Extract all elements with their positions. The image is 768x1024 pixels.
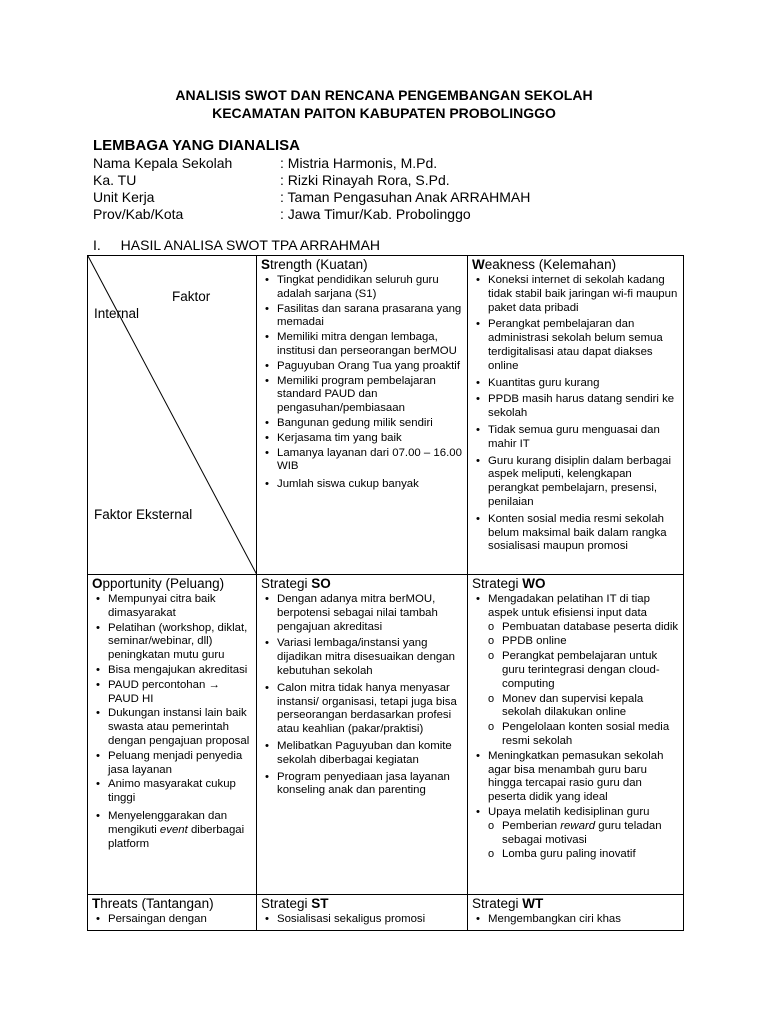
opportunity-list [92, 593, 252, 851]
swot-row-threats [88, 895, 684, 931]
wo-list [472, 593, 679, 862]
info-value: : Rizki Rinayah Rora, S.Pd. [280, 172, 450, 188]
swot-table [87, 255, 684, 931]
list-item: • Mengembangkan ciri khas [488, 913, 679, 927]
corner-internal: Internal [94, 306, 140, 321]
list-item: • PPDB masih harus datang sendiri ke sekolah [488, 393, 679, 421]
strength-cell [257, 256, 468, 575]
doc-title-line1: ANALISIS SWOT DAN RENCANA PENGEMBANGAN SEKOLAH [175, 87, 593, 103]
list-item: • Peluang menjadi penyedia jasa layanan [108, 750, 252, 778]
corner-eksternal: Faktor Eksternal [94, 507, 193, 522]
st-header: Strategi ST [261, 896, 329, 911]
list-item: • Fasilitas dan sarana prasarana yang memadai [277, 303, 463, 331]
list-item: • Persaingan dengan [108, 913, 252, 927]
weakness-header [472, 256, 679, 273]
strength-header [261, 256, 463, 273]
list-item: • Koneksi internet di sekolah kadang tidak stabil baik jaringan wi-fi maupun paket data pribadi [488, 274, 679, 315]
opportunity-header [92, 575, 252, 592]
list-item: • Guru kurang disiplin dalam berbagai aspek meliputi, kelengkapan perangkat pembelajarn, presensi, penilaian [488, 455, 679, 510]
list-item: • Calon mitra tidak hanya menyasar instansi/ organisasi, tetapi juga bisa perseorangan berdasarkan profesi atau keahlian (pakar/praktisi) [277, 682, 463, 737]
info-value: : Jawa Timur/Kab. Probolinggo [280, 206, 471, 222]
strength-title: trength (Kuatan) [270, 257, 368, 272]
sub-list-item: o Monev dan supervisi kepala sekolah dilakukan online [502, 693, 679, 721]
list-item: • Mempunyai citra baik dimasyarakat [108, 593, 252, 621]
list-item: • Meningkatkan pemasukan sekolah agar bisa menambah guru baru hingga tercapai rasio guru dan peserta didik yang ideal [488, 750, 679, 805]
sub-list-item: o Pemberian reward guru teladan sebagai motivasi [502, 820, 679, 848]
sub-list-item: o Pengelolaan konten sosial media resmi sekolah [502, 721, 679, 749]
weakness-list [472, 274, 679, 554]
list-item: • Kerjasama tim yang baik [277, 432, 463, 446]
threats-cell [88, 895, 257, 931]
so-cell [257, 575, 468, 895]
strength-list [261, 274, 463, 492]
swot-row-internal [88, 256, 684, 575]
info-value: : Taman Pengasuhan Anak ARRAHMAH [280, 189, 531, 205]
wo-sublist-3 [488, 820, 679, 862]
list-item: • Memiliki program pembelajaran standard PAUD dan pengasuhan/pembiasaan [277, 375, 463, 416]
sub-list-item: o Lomba guru paling inovatif [502, 848, 679, 862]
wo-sublist-1 [488, 621, 679, 749]
wo-cell [468, 575, 684, 895]
list-item: • Paguyuban Orang Tua yang proaktif [277, 360, 463, 374]
so-header: Strategi SO [261, 576, 331, 591]
strength-initial: S [261, 257, 271, 272]
list-item: • Jumlah siswa cukup banyak [277, 478, 463, 492]
info-label: Unit Kerja [93, 189, 155, 205]
section-title: HASIL ANALISA SWOT TPA ARRAHMAH [120, 237, 381, 253]
list-item: • Memiliki mitra dengan lembaga, institusi dan perseorangan berMOU [277, 331, 463, 359]
list-item: • Perangkat pembelajaran dan administrasi sekolah belum semua terdigitalisasi atau dapat diakses online [488, 318, 679, 373]
sub-list-item: o Perangkat pembelajaran untuk guru terintegrasi dengan cloud-computing [502, 650, 679, 691]
doc-title-line2: KECAMATAN PAITON KABUPATEN PROBOLINGGO [212, 105, 556, 121]
list-item: • Dukungan instansi lain baik swasta atau pemerintah dengan pengajuan proposal [108, 707, 252, 748]
wt-cell [468, 895, 684, 931]
list-item: • Lamanya layanan dari 07.00 – 16.00 WIB [277, 447, 463, 475]
list-item: • Sosialisasi sekaligus promosi [277, 913, 463, 927]
list-item: • Upaya melatih kedisiplinan guru o Pemberian reward guru teladan sebagai motivasi o Lomba guru paling inovatif [488, 806, 679, 862]
threats-header: Threats (Tantangan) [92, 896, 214, 911]
so-list [261, 593, 463, 798]
wo-header: Strategi WO [472, 576, 546, 591]
list-item: • Bisa mengajukan akreditasi [108, 664, 252, 678]
wt-header: Strategi WT [472, 896, 544, 911]
list-item: • Menyelenggarakan dan mengikuti event diberbagai platform [108, 810, 252, 851]
list-item: • Variasi lembaga/instansi yang dijadikan mitra disesuaikan dengan kebutuhan sekolah [277, 637, 463, 678]
list-item: • Program penyediaan jasa layanan konseling anak dan parenting [277, 771, 463, 799]
section-number: I. [93, 237, 101, 253]
list-item: • Kuantitas guru kurang [488, 377, 679, 391]
opportunity-cell [88, 575, 257, 895]
st-cell [257, 895, 468, 931]
corner-faktor: Faktor [172, 289, 211, 304]
list-item: • Tingkat pendidikan seluruh guru adalah sarjana (S1) [277, 274, 463, 302]
info-label: Nama Kepala Sekolah [93, 155, 233, 171]
list-item: • PAUD percontohan → PAUD HI [108, 679, 252, 707]
wt-list [472, 913, 679, 927]
list-item: • Pelatihan (workshop, diklat, seminar/webinar, dll) peningkatan mutu guru [108, 622, 252, 663]
weakness-cell [468, 256, 684, 575]
swot-row-opportunity [88, 575, 684, 895]
weakness-title: eakness (Kelemahan) [484, 257, 617, 272]
list-item: • Mengadakan pelatihan IT di tiap aspek untuk efisiensi input data o Pembuatan database peserta didik o PPDB online o Perangkat pembelajaran untuk guru terintegrasi dengan cloud-computing o Monev dan supervisi kepala sekolah dilakukan online o Pengelolaan konten sosial media resmi sekolah [488, 593, 679, 749]
list-item: • Melibatkan Paguyuban dan komite sekolah diberbagai kegiatan [277, 740, 463, 768]
list-item: • Dengan adanya mitra berMOU, berpotensi sebagai nilai tambah pengajuan akreditasi [277, 593, 463, 634]
weakness-initial: W [472, 257, 485, 272]
info-values [280, 155, 530, 223]
list-item: • Animo masyarakat cukup tinggi [108, 778, 252, 806]
list-item: • Konten sosial media resmi sekolah belum maksimal baik dalam rangka sosialisasi maupun promosi [488, 513, 679, 554]
section-heading [93, 237, 380, 253]
opportunity-initial: O [92, 576, 103, 591]
threats-list [92, 913, 252, 927]
info-label: Prov/Kab/Kota [93, 206, 184, 222]
list-item: • Tidak semua guru menguasai dan mahir IT [488, 424, 679, 452]
sub-list-item: o Pembuatan database peserta didik [502, 621, 679, 635]
st-list [261, 913, 463, 927]
sub-list-item: o PPDB online [502, 635, 679, 649]
opportunity-title: pportunity (Peluang) [102, 576, 225, 591]
info-labels [93, 155, 232, 223]
lembaga-heading: LEMBAGA YANG DIANALISA [93, 137, 300, 154]
info-label: Ka. TU [93, 172, 137, 188]
corner-cell [88, 256, 257, 575]
list-item: • Bangunan gedung milik sendiri [277, 417, 463, 431]
info-value: : Mistria Harmonis, M.Pd. [280, 155, 438, 171]
